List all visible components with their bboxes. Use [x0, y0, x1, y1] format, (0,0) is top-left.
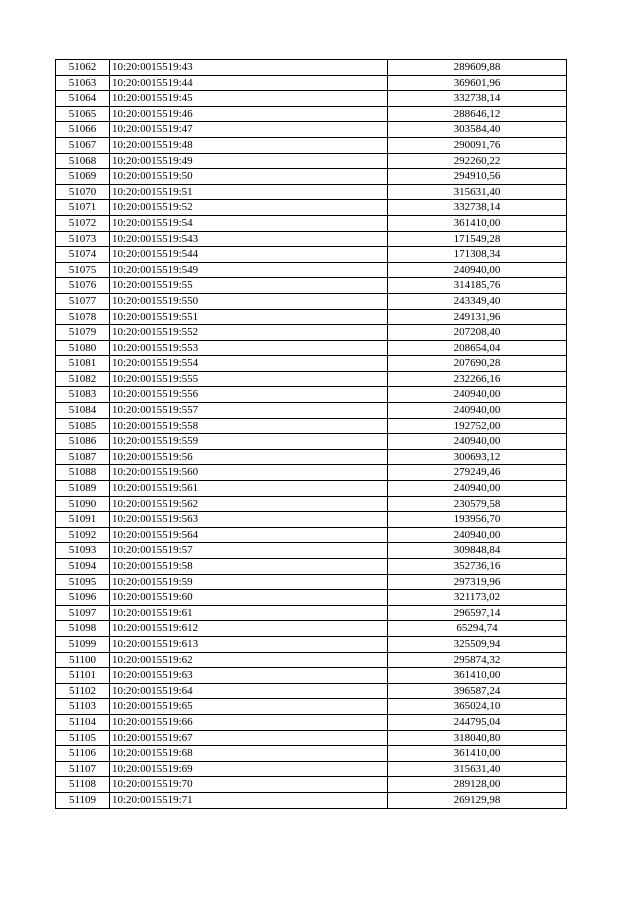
table-row	[56, 293, 567, 309]
table-row	[56, 262, 567, 278]
table-row	[56, 356, 567, 372]
table-row	[56, 387, 567, 403]
cadastral-number-cell: 10:20:0015519:52	[110, 200, 388, 216]
row-number-cell: 51073	[56, 231, 110, 247]
cadastral-number-cell: 10:20:0015519:612	[110, 621, 388, 637]
row-number-cell: 51092	[56, 527, 110, 543]
table-row	[56, 278, 567, 294]
cadastral-value-cell: 249131,96	[388, 309, 567, 325]
row-number-cell: 51096	[56, 590, 110, 606]
cadastral-number-cell: 10:20:0015519:543	[110, 231, 388, 247]
cadastral-number-cell: 10:20:0015519:553	[110, 340, 388, 356]
cadastral-value-cell: 240940,00	[388, 403, 567, 419]
cadastral-number-cell: 10:20:0015519:552	[110, 325, 388, 341]
table-row	[56, 184, 567, 200]
table-row	[56, 699, 567, 715]
cadastral-number-cell: 10:20:0015519:44	[110, 75, 388, 91]
row-number-cell: 51093	[56, 543, 110, 559]
cadastral-number-cell: 10:20:0015519:66	[110, 714, 388, 730]
cadastral-value-cell: 230579,58	[388, 496, 567, 512]
cadastral-value-cell: 240940,00	[388, 481, 567, 497]
table-row	[56, 247, 567, 263]
row-number-cell: 51101	[56, 668, 110, 684]
cadastral-number-cell: 10:20:0015519:562	[110, 496, 388, 512]
table-row	[56, 559, 567, 575]
cadastral-value-cell: 171549,28	[388, 231, 567, 247]
cadastral-number-cell: 10:20:0015519:65	[110, 699, 388, 715]
cadastral-value-cell: 207690,28	[388, 356, 567, 372]
table-row	[56, 512, 567, 528]
cadastral-value-cell: 240940,00	[388, 527, 567, 543]
row-number-cell: 51074	[56, 247, 110, 263]
row-number-cell: 51095	[56, 574, 110, 590]
cadastral-value-cell: 309848,84	[388, 543, 567, 559]
row-number-cell: 51097	[56, 605, 110, 621]
cadastral-number-cell: 10:20:0015519:45	[110, 91, 388, 107]
cadastral-value-cell: 365024,10	[388, 699, 567, 715]
row-number-cell: 51071	[56, 200, 110, 216]
cadastral-value-cell: 396587,24	[388, 683, 567, 699]
cadastral-value-cell: 65294,74	[388, 621, 567, 637]
cadastral-value-cell: 240940,00	[388, 434, 567, 450]
cadastral-number-cell: 10:20:0015519:46	[110, 106, 388, 122]
row-number-cell: 51067	[56, 137, 110, 153]
table-row	[56, 496, 567, 512]
cadastral-number-cell: 10:20:0015519:47	[110, 122, 388, 138]
table-row	[56, 465, 567, 481]
table-row	[56, 231, 567, 247]
cadastral-number-cell: 10:20:0015519:69	[110, 761, 388, 777]
row-number-cell: 51076	[56, 278, 110, 294]
row-number-cell: 51094	[56, 559, 110, 575]
table-row	[56, 652, 567, 668]
row-number-cell: 51064	[56, 91, 110, 107]
row-number-cell: 51075	[56, 262, 110, 278]
table-row	[56, 449, 567, 465]
row-number-cell: 51079	[56, 325, 110, 341]
cadastral-value-cell: 300693,12	[388, 449, 567, 465]
cadastral-value-cell: 361410,00	[388, 668, 567, 684]
row-number-cell: 51109	[56, 792, 110, 808]
cadastral-number-cell: 10:20:0015519:555	[110, 371, 388, 387]
table-row	[56, 683, 567, 699]
row-number-cell: 51102	[56, 683, 110, 699]
cadastral-number-cell: 10:20:0015519:43	[110, 60, 388, 76]
cadastral-number-cell: 10:20:0015519:561	[110, 481, 388, 497]
cadastral-number-cell: 10:20:0015519:560	[110, 465, 388, 481]
cadastral-value-cell: 193956,70	[388, 512, 567, 528]
table-body	[56, 60, 567, 809]
cadastral-value-cell: 295874,32	[388, 652, 567, 668]
cadastral-number-cell: 10:20:0015519:554	[110, 356, 388, 372]
cadastral-value-cell: 303584,40	[388, 122, 567, 138]
table-row	[56, 75, 567, 91]
table-row	[56, 153, 567, 169]
cadastral-value-cell: 294910,56	[388, 169, 567, 185]
cadastral-value-cell: 288646,12	[388, 106, 567, 122]
row-number-cell: 51078	[56, 309, 110, 325]
table-row	[56, 106, 567, 122]
table-row	[56, 543, 567, 559]
cadastral-number-cell: 10:20:0015519:49	[110, 153, 388, 169]
table-row	[56, 137, 567, 153]
cadastral-number-cell: 10:20:0015519:67	[110, 730, 388, 746]
row-number-cell: 51098	[56, 621, 110, 637]
table-row	[56, 418, 567, 434]
cadastral-number-cell: 10:20:0015519:64	[110, 683, 388, 699]
table-row	[56, 403, 567, 419]
cadastral-number-cell: 10:20:0015519:50	[110, 169, 388, 185]
table-row	[56, 621, 567, 637]
row-number-cell: 51063	[56, 75, 110, 91]
table-row	[56, 325, 567, 341]
cadastral-value-cell: 296597,14	[388, 605, 567, 621]
table-row	[56, 792, 567, 808]
cadastral-number-cell: 10:20:0015519:54	[110, 215, 388, 231]
cadastral-number-cell: 10:20:0015519:51	[110, 184, 388, 200]
row-number-cell: 51068	[56, 153, 110, 169]
table-row	[56, 636, 567, 652]
row-number-cell: 51088	[56, 465, 110, 481]
row-number-cell: 51099	[56, 636, 110, 652]
row-number-cell: 51103	[56, 699, 110, 715]
cadastral-number-cell: 10:20:0015519:61	[110, 605, 388, 621]
row-number-cell: 51091	[56, 512, 110, 528]
table-row	[56, 215, 567, 231]
cadastral-number-cell: 10:20:0015519:557	[110, 403, 388, 419]
cadastral-number-cell: 10:20:0015519:559	[110, 434, 388, 450]
cadastral-value-cell: 314185,76	[388, 278, 567, 294]
cadastral-number-cell: 10:20:0015519:549	[110, 262, 388, 278]
cadastral-number-cell: 10:20:0015519:564	[110, 527, 388, 543]
row-number-cell: 51072	[56, 215, 110, 231]
cadastral-value-cell: 332738,14	[388, 91, 567, 107]
table-row	[56, 91, 567, 107]
cadastral-value-cell: 315631,40	[388, 184, 567, 200]
cadastral-value-cell: 297319,96	[388, 574, 567, 590]
cadastral-value-cell: 232266,16	[388, 371, 567, 387]
cadastral-value-cell: 289609,88	[388, 60, 567, 76]
row-number-cell: 51105	[56, 730, 110, 746]
cadastral-number-cell: 10:20:0015519:60	[110, 590, 388, 606]
table-row	[56, 590, 567, 606]
table-row	[56, 371, 567, 387]
row-number-cell: 51077	[56, 293, 110, 309]
table-row	[56, 527, 567, 543]
row-number-cell: 51106	[56, 746, 110, 762]
table-row	[56, 714, 567, 730]
table-row	[56, 668, 567, 684]
cadastral-value-cell: 318040,80	[388, 730, 567, 746]
table-row	[56, 60, 567, 76]
row-number-cell: 51070	[56, 184, 110, 200]
cadastral-value-cell: 315631,40	[388, 761, 567, 777]
row-number-cell: 51065	[56, 106, 110, 122]
row-number-cell: 51107	[56, 761, 110, 777]
cadastral-value-cell: 208654,04	[388, 340, 567, 356]
cadastral-value-cell: 325509,94	[388, 636, 567, 652]
cadastral-value-cell: 361410,00	[388, 746, 567, 762]
row-number-cell: 51081	[56, 356, 110, 372]
row-number-cell: 51100	[56, 652, 110, 668]
table-row	[56, 122, 567, 138]
cadastral-number-cell: 10:20:0015519:57	[110, 543, 388, 559]
cadastral-number-cell: 10:20:0015519:550	[110, 293, 388, 309]
cadastral-value-cell: 240940,00	[388, 387, 567, 403]
cadastral-value-cell: 369601,96	[388, 75, 567, 91]
cadastral-value-cell: 243349,40	[388, 293, 567, 309]
table-row	[56, 200, 567, 216]
row-number-cell: 51086	[56, 434, 110, 450]
row-number-cell: 51069	[56, 169, 110, 185]
table-row	[56, 169, 567, 185]
row-number-cell: 51087	[56, 449, 110, 465]
cadastral-value-cell: 269129,98	[388, 792, 567, 808]
cadastral-value-cell: 244795,04	[388, 714, 567, 730]
cadastral-number-cell: 10:20:0015519:63	[110, 668, 388, 684]
cadastral-value-cell: 207208,40	[388, 325, 567, 341]
table-row	[56, 434, 567, 450]
cadastral-value-cell: 279249,46	[388, 465, 567, 481]
cadastral-number-cell: 10:20:0015519:71	[110, 792, 388, 808]
cadastral-value-cell: 290091,76	[388, 137, 567, 153]
cadastral-value-table	[55, 59, 567, 809]
cadastral-value-cell: 171308,34	[388, 247, 567, 263]
row-number-cell: 51084	[56, 403, 110, 419]
cadastral-number-cell: 10:20:0015519:70	[110, 777, 388, 793]
row-number-cell: 51090	[56, 496, 110, 512]
row-number-cell: 51085	[56, 418, 110, 434]
table-row	[56, 746, 567, 762]
row-number-cell: 51108	[56, 777, 110, 793]
table-row	[56, 761, 567, 777]
cadastral-number-cell: 10:20:0015519:59	[110, 574, 388, 590]
row-number-cell: 51089	[56, 481, 110, 497]
cadastral-number-cell: 10:20:0015519:563	[110, 512, 388, 528]
cadastral-number-cell: 10:20:0015519:55	[110, 278, 388, 294]
table-row	[56, 777, 567, 793]
row-number-cell: 51080	[56, 340, 110, 356]
cadastral-value-cell: 192752,00	[388, 418, 567, 434]
cadastral-number-cell: 10:20:0015519:613	[110, 636, 388, 652]
cadastral-number-cell: 10:20:0015519:62	[110, 652, 388, 668]
row-number-cell: 51083	[56, 387, 110, 403]
cadastral-number-cell: 10:20:0015519:68	[110, 746, 388, 762]
table-row	[56, 340, 567, 356]
cadastral-value-cell: 361410,00	[388, 215, 567, 231]
table-row	[56, 574, 567, 590]
cadastral-value-cell: 332738,14	[388, 200, 567, 216]
cadastral-number-cell: 10:20:0015519:551	[110, 309, 388, 325]
cadastral-value-cell: 240940,00	[388, 262, 567, 278]
cadastral-value-cell: 352736,16	[388, 559, 567, 575]
row-number-cell: 51082	[56, 371, 110, 387]
cadastral-number-cell: 10:20:0015519:556	[110, 387, 388, 403]
cadastral-value-cell: 321173,02	[388, 590, 567, 606]
cadastral-number-cell: 10:20:0015519:48	[110, 137, 388, 153]
table-row	[56, 605, 567, 621]
row-number-cell: 51066	[56, 122, 110, 138]
row-number-cell: 51062	[56, 60, 110, 76]
cadastral-number-cell: 10:20:0015519:58	[110, 559, 388, 575]
table-row	[56, 730, 567, 746]
cadastral-number-cell: 10:20:0015519:558	[110, 418, 388, 434]
cadastral-number-cell: 10:20:0015519:544	[110, 247, 388, 263]
cadastral-number-cell: 10:20:0015519:56	[110, 449, 388, 465]
cadastral-value-cell: 289128,00	[388, 777, 567, 793]
cadastral-value-cell: 292260,22	[388, 153, 567, 169]
table-row	[56, 309, 567, 325]
row-number-cell: 51104	[56, 714, 110, 730]
table-row	[56, 481, 567, 497]
